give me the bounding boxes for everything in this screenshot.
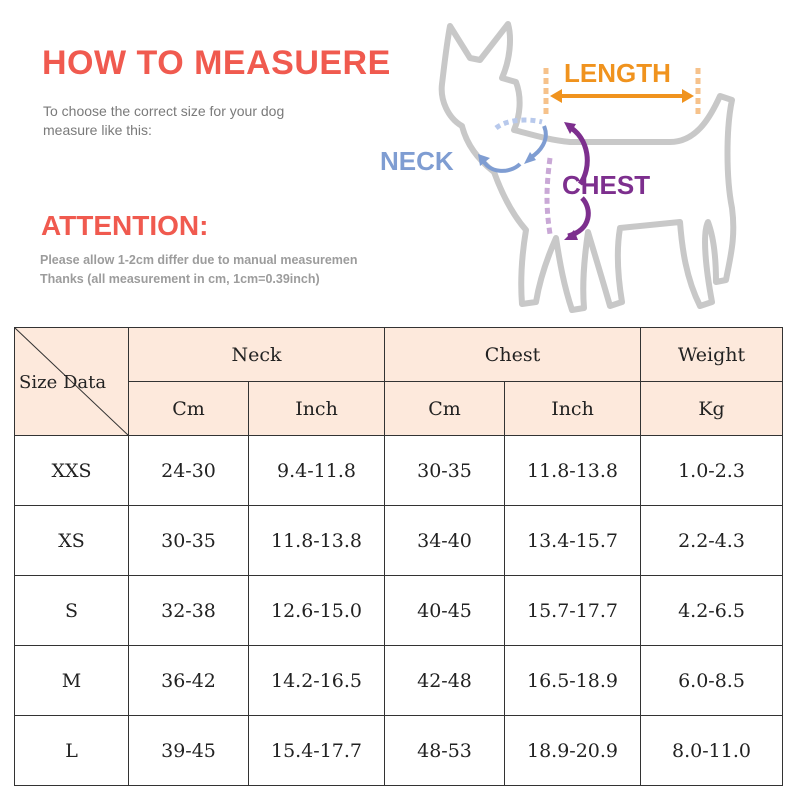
neck-group-header: Neck <box>129 328 385 382</box>
chest-cm-cell: 40-45 <box>385 576 505 646</box>
table-row <box>15 716 783 786</box>
neck-inch-cell: 9.4-11.8 <box>249 436 385 506</box>
weight-kg-cell: 6.0-8.5 <box>641 646 783 716</box>
neck-inch-cell: 11.8-13.8 <box>249 506 385 576</box>
table-row <box>15 506 783 576</box>
weight-kg-cell: 1.0-2.3 <box>641 436 783 506</box>
chest-inch-cell: 16.5-18.9 <box>505 646 641 716</box>
table-row <box>15 576 783 646</box>
neck-inch-cell: 15.4-17.7 <box>249 716 385 786</box>
table-row <box>15 646 783 716</box>
size-chart-table <box>14 327 783 786</box>
weight-kg-cell: 8.0-11.0 <box>641 716 783 786</box>
chest-label: CHEST <box>562 170 651 200</box>
corner-label: Size Data <box>19 372 107 393</box>
dog-measurement-diagram <box>370 8 770 318</box>
neck-cm-cell: 39-45 <box>129 716 249 786</box>
intro-text <box>43 102 343 140</box>
neck-inch-cell: 12.6-15.0 <box>249 576 385 646</box>
attention-notes <box>40 251 398 289</box>
attention-line-1: Please allow 1-2cm differ due to manual measuremen <box>40 253 358 267</box>
chest-cm-cell: 34-40 <box>385 506 505 576</box>
size-cell: XXS <box>15 436 129 506</box>
length-label: LENGTH <box>564 58 671 88</box>
size-cell: L <box>15 716 129 786</box>
chest-inch-cell: 11.8-13.8 <box>505 436 641 506</box>
neck-cm-cell: 36-42 <box>129 646 249 716</box>
size-cell: M <box>15 646 129 716</box>
unit-chest-inch: Inch <box>505 382 641 436</box>
unit-weight-kg: Kg <box>641 382 783 436</box>
neck-cm-cell: 24-30 <box>129 436 249 506</box>
neck-label: NECK <box>380 146 454 176</box>
unit-chest-cm: Cm <box>385 382 505 436</box>
intro-line-1: To choose the correct size for your dog <box>43 103 285 119</box>
attention-title: ATTENTION: <box>41 210 209 241</box>
weight-kg-cell: 4.2-6.5 <box>641 576 783 646</box>
table-row <box>15 436 783 506</box>
intro-line-2: measure like this: <box>43 122 152 138</box>
unit-neck-cm: Cm <box>129 382 249 436</box>
weight-group-header: Weight <box>641 328 783 382</box>
weight-kg-cell: 2.2-4.3 <box>641 506 783 576</box>
neck-cm-cell: 32-38 <box>129 576 249 646</box>
chest-group-header: Chest <box>385 328 641 382</box>
size-cell: S <box>15 576 129 646</box>
table-unit-row <box>15 382 783 436</box>
chest-cm-cell: 42-48 <box>385 646 505 716</box>
chest-inch-cell: 15.7-17.7 <box>505 576 641 646</box>
neck-cm-cell: 30-35 <box>129 506 249 576</box>
chest-cm-cell: 48-53 <box>385 716 505 786</box>
chest-cm-cell: 30-35 <box>385 436 505 506</box>
table-header-row <box>15 328 783 382</box>
unit-neck-inch: Inch <box>249 382 385 436</box>
chest-inch-cell: 18.9-20.9 <box>505 716 641 786</box>
chest-inch-cell: 13.4-15.7 <box>505 506 641 576</box>
size-cell: XS <box>15 506 129 576</box>
size-data-corner-cell <box>15 328 129 436</box>
attention-line-2: Thanks (all measurement in cm, 1cm=0.39inch) <box>40 272 320 286</box>
neck-inch-cell: 14.2-16.5 <box>249 646 385 716</box>
page-title: HOW TO MEASUERE <box>42 44 391 82</box>
